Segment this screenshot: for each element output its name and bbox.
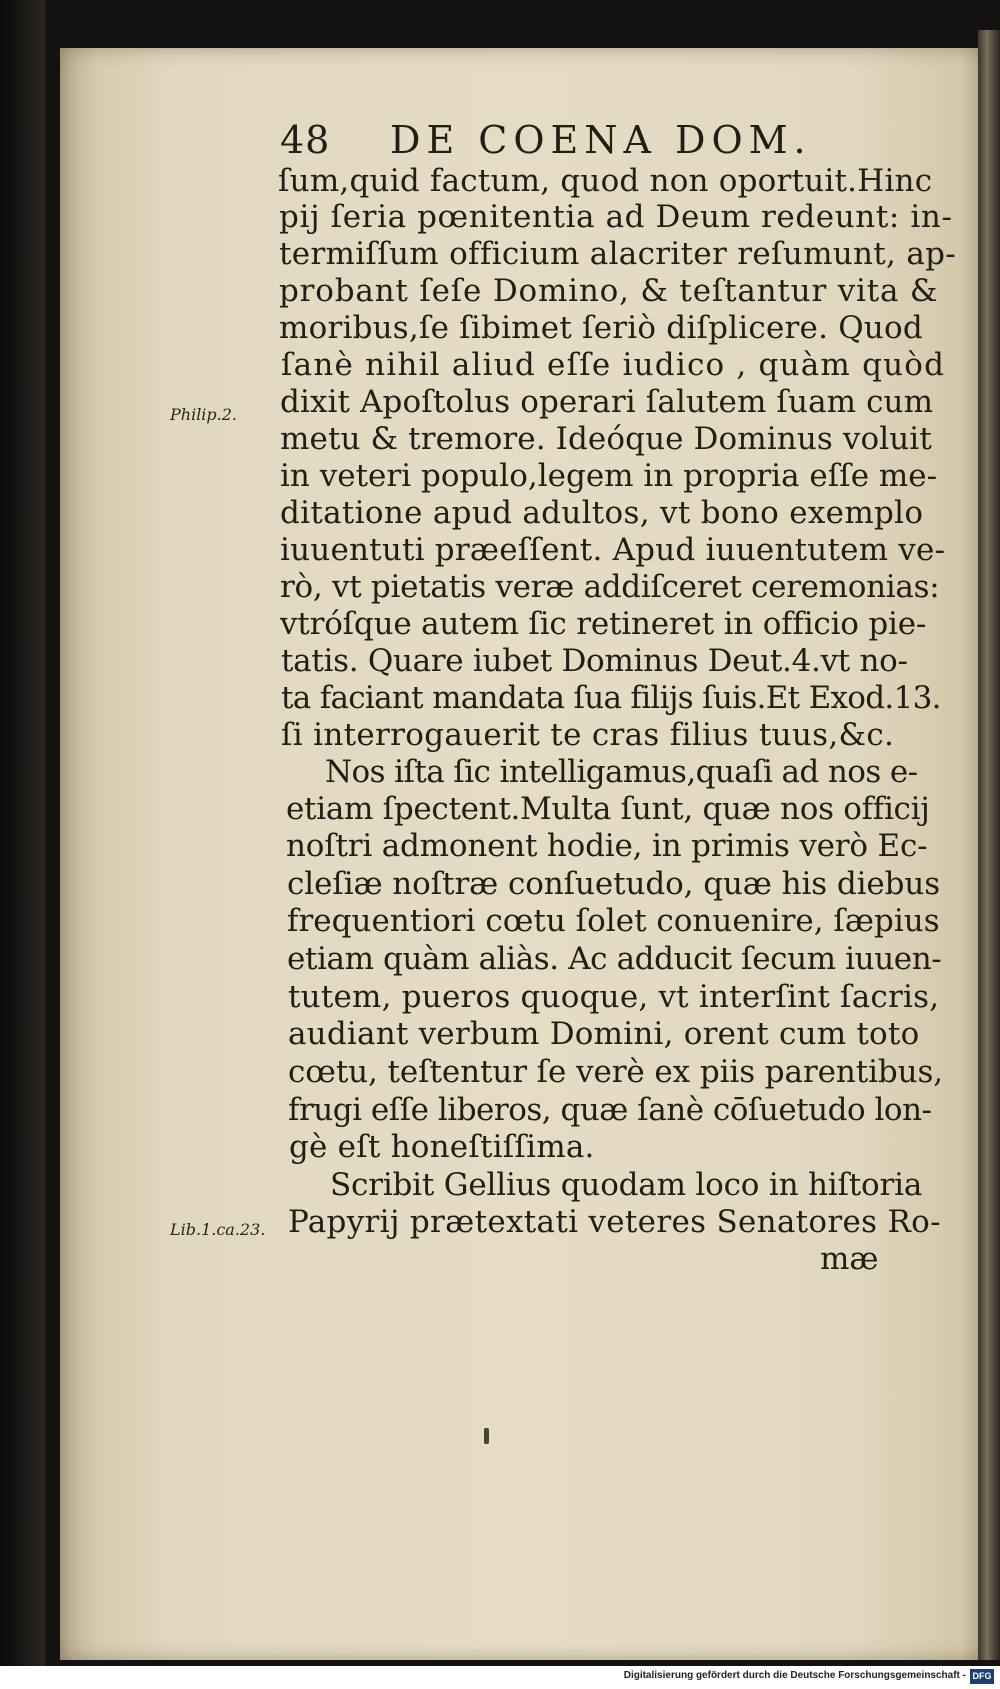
text-line: frugi eſſe liberos, quæ ſanè cōſuetudo lon- (288, 1092, 932, 1128)
text-line: ſanè nihil aliud eſſe iudico , quàm quòd (281, 347, 946, 383)
dfg-logo: DFG (970, 1669, 994, 1684)
text-line: termiſſum officium alacriter reſumunt, ap- (279, 236, 957, 272)
text-line: tutem, pueros quoque, vt interſint ſacris, (288, 979, 940, 1015)
text-line: ditatione apud adultos, vt bono exemplo (280, 495, 924, 531)
ink-mark (484, 1428, 489, 1444)
text-line: Papyrij prætextati veteres Senatores Ro- (288, 1204, 941, 1240)
text-line: in veteri populo,legem in propria eſſe me- (280, 458, 938, 494)
text-line: ſum,quid factum, quod non oportuit.Hinc (278, 163, 933, 199)
text-line: moribus,ſe ſibimet ſeriò diſplicere. Quod (279, 310, 923, 346)
page-edge (978, 30, 1000, 1660)
text-line: noſtri admonent hodie, in primis verò Ec- (286, 828, 928, 864)
text-line: pij ſeria pœnitentia ad Deum redeunt: in- (279, 199, 953, 235)
digitization-footer (0, 1666, 1000, 1689)
margin-note: Philip.2. (170, 405, 238, 424)
text-line: probant ſeſe Domino, & teſtantur vita & (279, 273, 939, 309)
text-line: rò, vt pietatis veræ addiſceret ceremonias: (280, 569, 940, 605)
header-title: DE COENA DOM. (390, 118, 812, 162)
text-line: vtróſque autem ſic retineret in officio pie- (280, 606, 927, 642)
text-line: cleſiæ noſtræ conſuetudo, quæ his diebus (287, 866, 941, 902)
catchword: mæ (820, 1241, 879, 1277)
text-line: Scribit Gellius quodam loco in hiſtoria (330, 1167, 923, 1203)
text-line: cœtu, teſtentur ſe verè ex piis parentibus, (288, 1054, 944, 1090)
text-line: iuuentuti præeſſent. Apud iuuentutem ve- (280, 532, 946, 568)
text-line: etiam ſpectent.Multa ſunt, quæ nos officij (286, 791, 930, 827)
book-binding-shadow (0, 0, 45, 1666)
text-line: frequentiori cœtu ſolet conuenire, ſæpius (287, 903, 940, 939)
text-line: etiam quàm aliàs. Ac adducit ſecum iuuen- (287, 941, 942, 977)
footer-credit: Digitalisierung gefördert durch die Deutsche Forschungsgemeinschaft - (623, 1670, 966, 1681)
text-line: tatis. Quare iubet Dominus Deut.4.vt no- (281, 643, 908, 679)
text-line: Nos iſta ſic intelligamus,quaſi ad nos e- (325, 754, 918, 790)
text-line: ſi interrogauerit te cras filius tuus,&c. (281, 717, 895, 753)
text-line: gè eſt honeſtiſſima. (289, 1129, 595, 1165)
page-number: 48 (280, 118, 331, 162)
text-line: metu & tremore. Ideóque Dominus voluit (280, 421, 932, 457)
running-head (280, 118, 860, 162)
text-line: ta faciant mandata ſua filijs ſuis.Et Exod.13. (281, 680, 941, 716)
text-line: audiant verbum Domini, orent cum toto (288, 1016, 920, 1052)
text-line: dixit Apoſtolus operari ſalutem ſuam cum (280, 384, 934, 420)
margin-note: Lib.1.ca.23. (170, 1220, 266, 1239)
